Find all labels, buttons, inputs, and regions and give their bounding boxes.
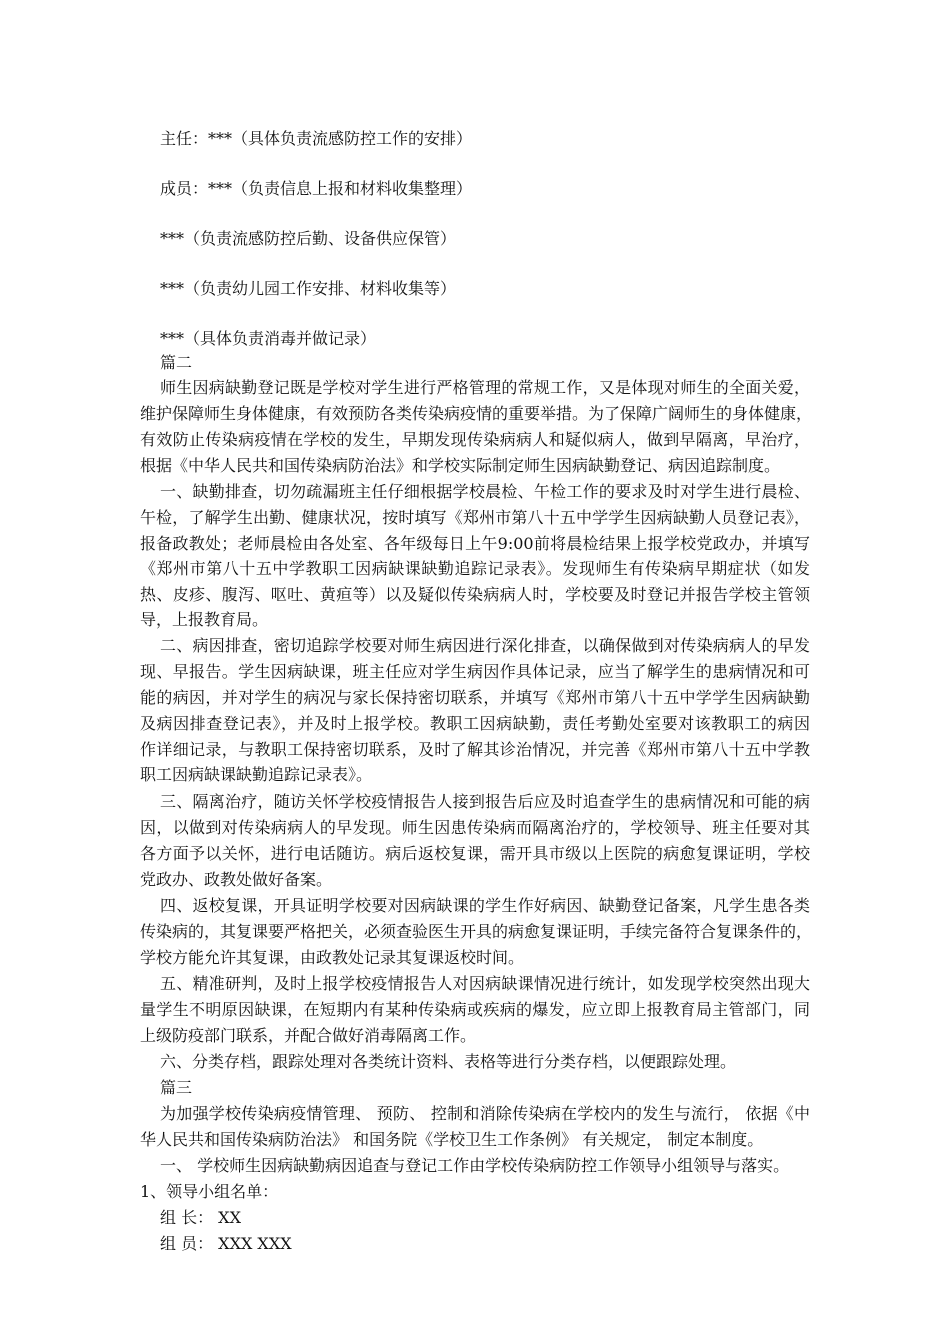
text-line: ***（负责流感防控后勤、设备供应保管） [160, 229, 457, 248]
text-line: 现、早报告。学生因病缺课，班主任应对学生病因作具体记录，应当了解学生的患病情况和可 [140, 662, 810, 681]
text-line: 党政办、政教处做好备案。 [140, 870, 333, 889]
text-line: 上级防疫部门联系，并配合做好消毒隔离工作。 [140, 1026, 477, 1045]
text-line: 师生因病缺勤登记既是学校对学生进行严格管理的常规工作，又是体现对师生的全面关爱， [160, 378, 810, 397]
text-line: 学校方能允许其复课，由政教处记录其复课返校时间。 [140, 948, 525, 967]
text-line: 1、领导小组名单： [140, 1182, 279, 1201]
text-line: 职工因病缺课缺勤追踪记录表》。 [140, 765, 373, 784]
text-line: 根据《中华人民共和国传染病防治法》和学校实际制定师生因病缺勤登记、病因追踪制度。 [140, 456, 781, 475]
text-line: 及病因排查登记表》，并及时上报学校。教职工因病缺勤，责任考勤处室要对该教职工的病因 [140, 714, 810, 733]
text-line: 三、隔离治疗，随访关怀学校疫情报告人接到报告后应及时追查学生的患病情况和可能的病 [160, 792, 810, 811]
text-line: ***（负责幼儿园工作安排、材料收集等） [160, 279, 457, 298]
text-line: 能的病因，并对学生的病况与家长保持密切联系，并填写《郑州市第八十五中学学生因病缺勤 [140, 688, 810, 707]
text-line: 报备政教处；老师晨检由各处室、各年级每日上午9:00前将晨检结果上报学校党政办，并填写 [140, 534, 810, 553]
text-line: 作详细记录，与教职工保持密切联系，及时了解其诊治情况，并完善《郑州市第八十五中学教 [140, 740, 810, 759]
text-line: 一、缺勤排查，切勿疏漏班主任仔细根据学校晨检、午检工作的要求及时对学生进行晨检、 [160, 482, 810, 501]
text-line: 组 长： XX [160, 1208, 241, 1227]
text-line: 主任：***（具体负责流感防控工作的安排） [160, 129, 473, 148]
text-line: 维护保障师生身体健康，有效预防各类传染病疫情的重要举措。为了保障广阔师生的身体健康， [140, 404, 813, 423]
text-line: 量学生不明原因缺课，在短期内有某种传染病或疾病的爆发，应立即上报教育局主管部门，同 [140, 1000, 810, 1019]
text-line: 组 员： XXX XXX [160, 1234, 292, 1253]
text-line: 导，上报教育局。 [140, 610, 269, 629]
text-line: 二、病因排查，密切追踪学校要对师生病因进行深化排查，以确保做到对传染病病人的早发 [160, 636, 810, 655]
section-heading: 篇二 [160, 353, 193, 372]
text-line: ***（具体负责消毒并做记录） [160, 329, 377, 348]
text-line: 一、 学校师生因病缺勤病因追查与登记工作由学校传染病防控工作领导小组领导与落实。 [160, 1156, 790, 1175]
section-heading: 篇三 [160, 1078, 193, 1097]
text-line: 《郑州市第八十五中学教职工因病缺课缺勤追踪记录表》。发现师生有传染病早期症状（如发 [140, 559, 810, 578]
text-line: 热、皮疹、腹泻、呕吐、黄疸等）以及疑似传染病病人时，学校要及时登记并报告学校主管领 [140, 585, 810, 604]
text-line: 成员：***（负责信息上报和材料收集整理） [160, 179, 473, 198]
text-line: 为加强学校传染病疫情管理、 预防、 控制和消除传染病在学校内的发生与流行， 依据《中 [160, 1104, 810, 1123]
text-line: 传染病的，其复课要严格把关，必须查验医生开具的病愈复课证明，手续完备符合复课条件的， [140, 922, 813, 941]
text-line: 四、返校复课，开具证明学校要对因病缺课的学生作好病因、缺勤登记备案，凡学生患各类 [160, 896, 810, 915]
text-line: 有效防止传染病疫情在学校的发生，早期发现传染病病人和疑似病人，做到早隔离，早治疗， [140, 430, 810, 449]
text-line: 六、分类存档，跟踪处理对各类统计资料、表格等进行分类存档，以便跟踪处理。 [160, 1052, 737, 1071]
text-line: 因，以做到对传染病病人的早发现。师生因患传染病而隔离治疗的，学校领导、班主任要对其 [140, 818, 810, 837]
text-line: 五、精准研判，及时上报学校疫情报告人对因病缺课情况进行统计，如发现学校突然出现大 [160, 974, 810, 993]
text-line: 华人民共和国传染病防治法》 和国务院《学校卫生工作条例》 有关规定， 制定本制度。 [140, 1130, 764, 1149]
text-line: 各方面予以关怀，进行电话随访。病后返校复课，需开具市级以上医院的病愈复课证明，学校 [140, 844, 810, 863]
text-line: 午检，了解学生出勤、健康状况，按时填写《郑州市第八十五中学学生因病缺勤人员登记表》， [140, 508, 810, 527]
